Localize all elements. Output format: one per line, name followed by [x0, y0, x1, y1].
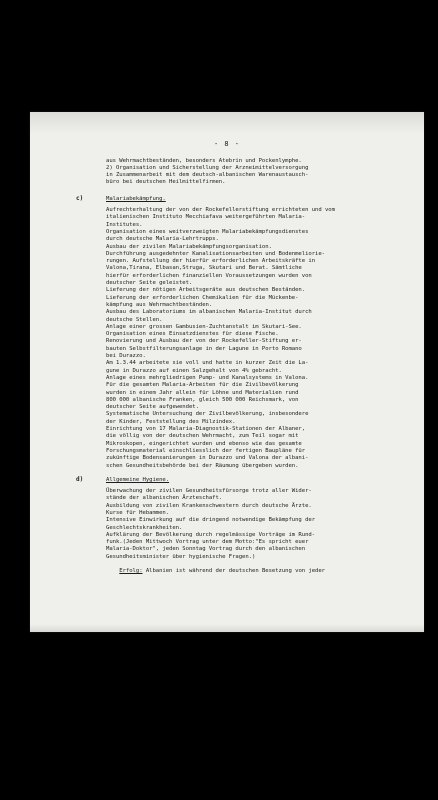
- section-c-marker: c): [76, 195, 84, 202]
- text-line: Mikroskopen, eingerichtet wurden und ebenso wie das gesamte: [106, 440, 302, 447]
- text-line: Ausbildung von zivilen Krankenschwestern durch deutsche Ärzte.: [106, 502, 312, 509]
- text-line: rungen. Aufstellung der hierfür erforderlichen Arbeitskräfte in: [106, 258, 316, 265]
- text-line: Intensive Einwirkung auf die dringend notwendige Bekämpfung der: [106, 517, 316, 524]
- text-line: Für die gesamten Malaria-Arbeiten für die Zivilbevölkerung: [106, 382, 299, 389]
- text-line: Forschungsmaterial einschliesslich der fertigen Baupläne für: [106, 447, 306, 454]
- text-line: der Kinder, Feststellung des Milzindex.: [106, 418, 236, 425]
- section-c-heading: Malariabekämpfung.: [106, 196, 166, 202]
- text-line: Einrichtung von 17 Malaria-Diagnostik-Stationen der Albaner,: [106, 426, 306, 432]
- text-line: hierfür erforderlichen finanziellen Voraussetzungen wurden von: [106, 272, 312, 279]
- text-line: in Zusammenarbeit mit dem deutsch-albanischen Warenaustausch-: [106, 172, 309, 178]
- text-line: Gesundheitsminister über hygienische Fragen.): [106, 553, 256, 560]
- text-line: Organisation eines Einsatzdienstes für diese Fische.: [106, 331, 279, 338]
- text-line: Ausbau der zivilen Malariabekämpfungsorganisation.: [106, 243, 272, 250]
- text-line: Anlage einer grossen Gambusien-Zuchtanstalt im Skutari-See.: [106, 323, 302, 330]
- text-line: Geschlechtskrankheiten.: [106, 524, 183, 531]
- text-line: Organisation eines weitverzweigten Malariabekämpfungsdienstes: [106, 228, 309, 235]
- text-line: Kurse für Hebammen.: [106, 509, 170, 516]
- section-d-heading: Allgemeine Hygiene.: [106, 477, 170, 483]
- text-line: Anlage eines mehrgliedrigen Pump- und Kanalsystems in Valona.: [106, 374, 309, 381]
- text-line: zukünftige Bodensanierungen in Durazzo und Valona der albani-: [106, 455, 309, 462]
- text-line: Durchführung ausgedehnter Kanalisationsarbeiten und Bodenmeliorie-: [106, 250, 325, 257]
- text-line: funk.(Jeden Mittwoch Vortrag unter dem Motto:"Es spricht euer: [106, 539, 309, 546]
- text-line: Aufrechterhaltung der von der Rockefellerstiftung errichteten und vom: [106, 207, 335, 213]
- text-line: Valona,Tirana, Elbasan,Struga, Skutari und Berat. Sämtliche: [106, 265, 302, 272]
- conclusion-label: Erfolg:: [119, 568, 143, 574]
- text-line: bei Durazzo.: [106, 353, 146, 359]
- text-line: 2) Organisation und Sicherstellung der Arzneimittelversorgung: [106, 165, 309, 171]
- page-shadow: [30, 624, 424, 632]
- text-line: deutscher Seite aufgewendet.: [106, 404, 199, 411]
- text-line: Ausbau des Laboratoriums im albanischen Malaria-Institut durch: [106, 309, 312, 316]
- text-line: deutscher Seite geleistet.: [106, 280, 193, 286]
- page-number: - 8 -: [213, 140, 241, 148]
- text-line: Lieferung der erforderlichen Chemikalien für die Mückenbe-: [106, 294, 299, 301]
- text-line: Überwachung der zivilen Gesundheitsfürsorge trotz aller Wider-: [106, 488, 312, 494]
- text-line: kämpfung aus Wehrmachtbeständen.: [106, 301, 213, 308]
- text-line: 800 000 albanische Franken, gleich 500 000 Reichsmark, von: [106, 396, 299, 403]
- text-line: deutsche Stellen.: [106, 316, 163, 323]
- text-line: büro bei deutschen Heilmittelfirmen.: [106, 179, 226, 185]
- document-page: [30, 112, 424, 632]
- text-line: die völlig von der deutschen Wehrmacht, zum Teil sogar mit: [106, 433, 299, 440]
- text-line: schen Gesundheitsbehörde bei der Räumung übergeben wurden.: [106, 462, 299, 469]
- text-line: Malaria-Doktor", jeden Sonntag Vortrag durch den albanischen: [106, 546, 306, 553]
- text-line: stände der albanischen Ärzteschaft.: [106, 495, 223, 502]
- conclusion-line: [106, 561, 325, 582]
- text-line: wurden in einem Jahr allein für Löhne und Materialien rund: [106, 389, 299, 396]
- text-line: Am 1.3.44 arbeitete sie voll und hatte in kurzer Zeit die La-: [106, 360, 309, 367]
- text-line: Renovierung und Ausbau der von der Rockefeller-Stiftung er-: [106, 338, 302, 345]
- text-line: Institutes.: [106, 221, 143, 228]
- text-line: Lieferung der nötigen Arbeitsgeräte aus deutschen Beständen.: [106, 287, 306, 294]
- section-d-marker: d): [76, 476, 84, 483]
- text-line: bauten Selbstfilterungsanlage in der Lagune in Porto Romano: [106, 345, 302, 352]
- text-line: aus Wehrmachtbeständen, besonders Atebrin und Pockenlymphe.: [106, 158, 302, 164]
- text-line: durch deutsche Malaria-Lehrtrupps.: [106, 236, 219, 243]
- conclusion-text: Albanien ist während der deutschen Besetzung von jeder: [142, 568, 325, 574]
- text-line: italienischen Instituto Mecchiafava weitergeführten Malaria-: [106, 214, 306, 221]
- text-line: Aufklärung der Bevölkerung durch regelmässige Vorträge im Rund-: [106, 531, 316, 538]
- text-line: Systematische Untersuchung der Zivilbevölkerung, insbesondere: [106, 411, 309, 418]
- text-line: gune in Durazzo auf einen Salzgehalt von 4% gebracht.: [106, 367, 282, 374]
